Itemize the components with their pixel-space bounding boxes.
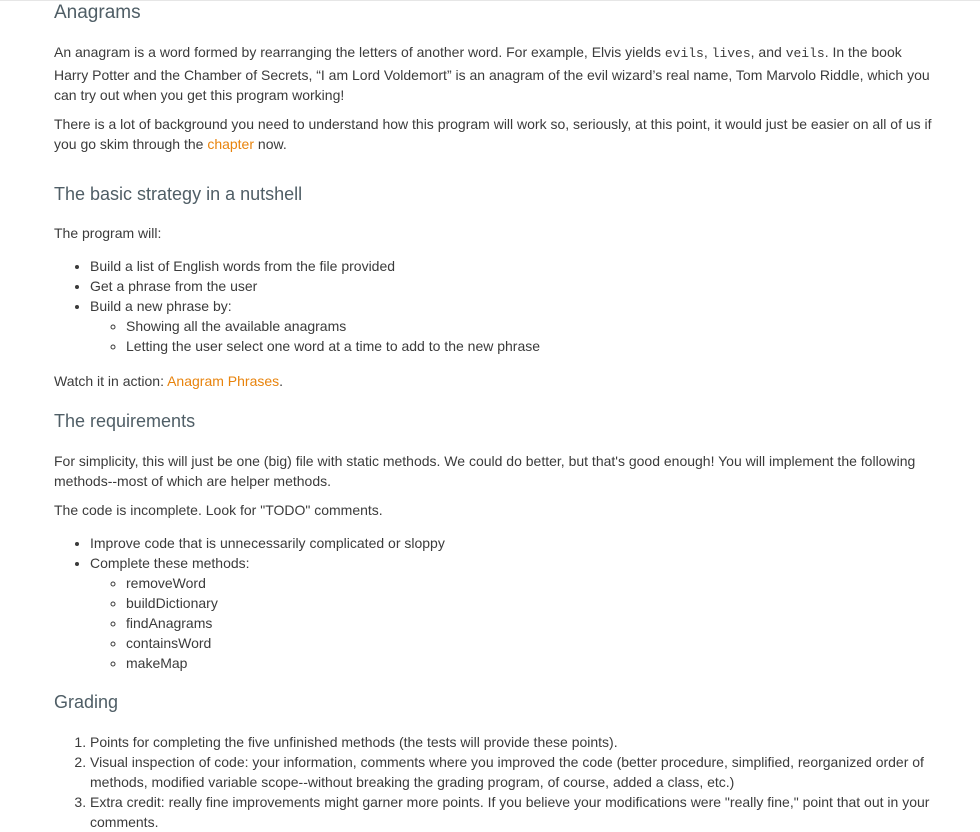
list-item: ◦ Letting the user select one word at a time to add to the new phrase [126,336,934,356]
list-item-label: Build a new phrase by: [90,298,232,314]
code-evils: evils [664,46,704,61]
list-item: • Get a phrase from the user [90,276,934,296]
anagram-phrases-link[interactable]: Anagram Phrases [167,373,280,389]
code-lives: lives [711,46,751,61]
grading-item: 2. Visual inspection of code: your information, comments where you improved the code (better procedure, simplified, reorganized order of methods, modified variable scope--without breaking the grading program, of course, added a class, etc.) [90,752,934,792]
document-content [54,0,934,832]
background-paragraph [54,114,934,155]
watch-text-after: . [279,373,284,389]
grading-heading: Grading [54,692,119,712]
intro-text-1: An anagram is a word formed by rearranging the letters of another word. For example, Elvis yields [54,44,665,60]
grading-item: 1. Points for completing the five unfinished methods (the tests will provide these points). [90,732,934,752]
incomplete-paragraph: The code is incomplete. Look for "TODO" comments. [54,501,383,518]
intro-paragraph [54,42,934,106]
list-item: ◦ Showing all the available anagrams [126,316,934,336]
strategy-heading: The basic strategy in a nutshell [54,183,303,204]
methods-sublist [90,573,934,673]
list-item [90,296,934,356]
strategy-sublist [90,316,934,356]
list-item [90,553,934,673]
list-item: • Build a list of English words from the file provided [90,256,934,276]
intro-sep-1: , [703,44,712,60]
requirements-heading: The requirements [54,410,196,431]
simplicity-paragraph: For simplicity, this will just be one (big) file with static methods. We could do better, but that's good enough! You will implement the following methods--most of which are helper methods. [54,452,916,489]
grading-item: 3. Extra credit: really fine improvements might garner more points. If you believe your modifications were "really fine," point that out in your comments. [90,792,934,832]
intro-sep-2: , and [750,44,786,60]
method-item: ◦ removeWord [126,573,934,593]
grading-list [54,732,934,832]
method-item: ◦ findAnagrams [126,613,934,633]
strategy-list [54,256,934,356]
background-text-after: now. [254,136,287,152]
method-item: ◦ makeMap [126,653,934,673]
chapter-link[interactable]: chapter [207,136,255,152]
watch-text-before: Watch it in action: [54,373,168,389]
code-veils: veils [785,46,825,61]
watch-paragraph [54,371,934,392]
method-item: ◦ buildDictionary [126,593,934,613]
method-item: ◦ containsWord [126,633,934,653]
list-item: • Improve code that is unnecessarily complicated or sloppy [90,533,934,553]
background-text-before: There is a lot of background you need to understand how this program will work so, seriously, at this point, it would just be easier on all of us if you go skim through the [54,115,932,152]
list-item-label: Complete these methods: [90,555,250,571]
strategy-lead: The program will: [54,224,162,241]
page-title: Anagrams [54,2,141,23]
requirements-list [54,533,934,673]
intro-text-2: . In the book Harry Potter and the Chamber of Secrets, “I am Lord Voldemort” is an anagram of the evil wizard’s real name, Tom Marvolo Riddle, which you can try out when you get this program working! [54,44,930,103]
